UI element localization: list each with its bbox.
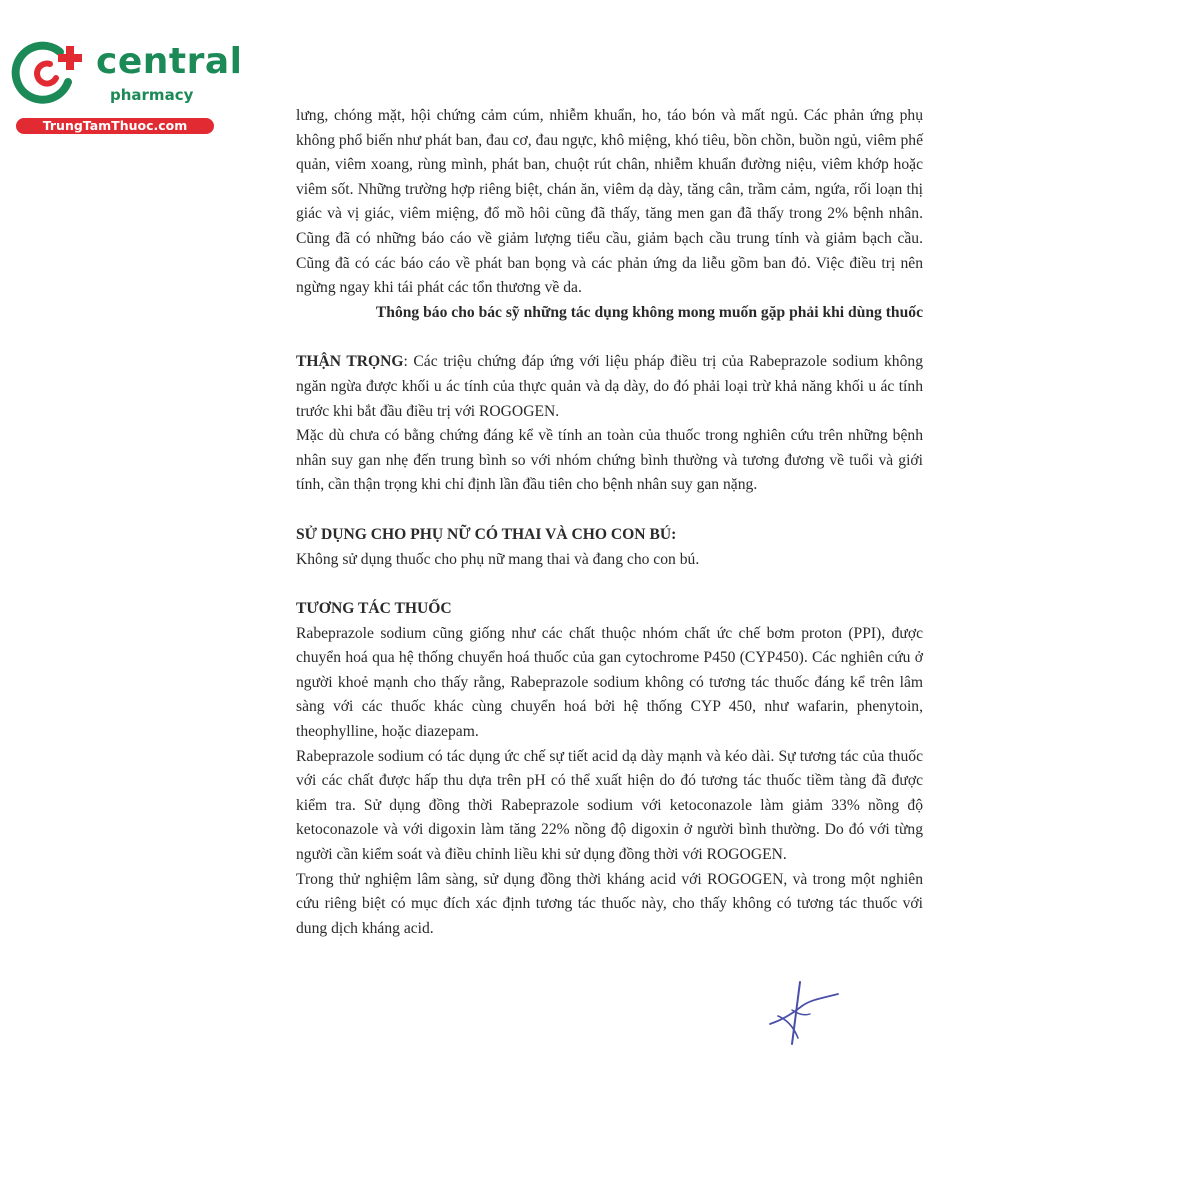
central-pharmacy-logo-mark-icon (10, 38, 92, 104)
signature-icon (762, 980, 842, 1048)
caution-paragraph-2: Mặc dù chưa có bằng chứng đáng kể về tính an toàn của thuốc trong nghiên cứu trên những bệnh nhân suy gan nhẹ đến trung bình so với nhóm chứng bình thường và tương đương về tuổi và giới tính, cần thận trọng khi chỉ định lần đầu tiên cho bệnh nhân suy gan nặng. (296, 427, 923, 494)
caution-text: : Các triệu chứng đáp ứng với liệu pháp điều trị của Rabeprazole sodium không ngăn ngừa được khối u ác tính của thực quản và dạ dày, do đó phải loại trừ khả năng khối u ác tính trước khi bắt đầu điều trị với ROGOGEN. (296, 353, 923, 420)
logo-subtitle: pharmacy (110, 86, 194, 104)
pregnancy-heading: SỬ DỤNG CHO PHỤ NỮ CÓ THAI VÀ CHO CON BÚ: (296, 525, 677, 543)
document-body (296, 104, 923, 941)
caution-heading: THẬN TRỌNG (296, 353, 404, 371)
logo-name: central (96, 41, 243, 82)
pharmacy-logo[interactable] (10, 38, 243, 136)
pregnancy-text: Không sử dụng thuốc cho phụ nữ mang thai và đang cho con bú. (296, 550, 700, 568)
doctor-notice: Thông báo cho bác sỹ những tác dụng không mong muốn gặp phải khi dùng thuốc (375, 303, 923, 321)
logo-website[interactable]: TrungTamThuoc.com (16, 118, 214, 134)
interaction-paragraph-1: Rabeprazole sodium cũng giống như các chất thuộc nhóm chất ức chế bơm proton (PPI), được chuyển hoá qua hệ thống chuyển hoá thuốc của gan cytochrome P450 (CYP450). Các nghiên cứu ở người khoẻ mạnh cho thấy rằng, Rabeprazole sodium không có tương tác thuốc đáng kể trên lâm sàng với các thuốc khác cùng chuyển hoá bởi hệ thống CYP 450, như wafarin, phenytoin, theophylline, hoặc diazepam. (296, 624, 923, 741)
side-effects-paragraph: lưng, chóng mặt, hội chứng cảm cúm, nhiễm khuẩn, ho, táo bón và mất ngủ. Các phản ứng phụ không phổ biến như phát ban, đau cơ, đau ngực, khô miệng, khó tiêu, bồn chồn, buồn ngủ, viêm phế quản, viêm xoang, rùng mình, phát ban, chuột rút chân, nhiễm khuẩn đường niệu, viêm khớp hoặc viêm sốt. Những trường hợp riêng biệt, chán ăn, viêm dạ dày, tăng cân, trầm cảm, ngứa, rối loạn thị giác và vị giác, viêm miệng, đổ mồ hôi cũng đã thấy, tăng men gan đã thấy trong 2% bệnh nhân. Cũng đã có những báo cáo về giảm lượng tiểu cầu, giảm bạch cầu trung tính và giảm bạch cầu. Cũng đã có các báo cáo về phát ban bọng và các phản ứng da liễu gồm ban đỏ. Việc điều trị nên ngừng ngay khi tái phát các tổn thương về da. (296, 107, 923, 297)
interaction-paragraph-3: Trong thử nghiệm lâm sàng, sử dụng đồng thời kháng acid với ROGOGEN, và trong một nghiên cứu riêng biệt có mục đích xác định tương tác thuốc này, cho thấy không có tương tác thuốc với dung dịch kháng acid. (296, 870, 923, 937)
caution-paragraph (296, 350, 923, 424)
interaction-paragraph-2: Rabeprazole sodium có tác dụng ức chế sự tiết acid dạ dày mạnh và kéo dài. Sự tương tác của thuốc với các chất được hấp thu dựa trên pH có thể xuất hiện do đó tương tác thuốc tiềm tàng đã được kiểm tra. Sử dụng đồng thời Rabeprazole sodium với ketoconazole làm giảm 33% nồng độ ketoconazole và với digoxin làm tăng 22% nồng độ digoxin ở người bình thường. Do đó với từng người cần kiểm soát và điều chỉnh liều khi sử dụng đồng thời với ROGOGEN. (296, 747, 923, 864)
interaction-heading: TƯƠNG TÁC THUỐC (296, 600, 452, 618)
